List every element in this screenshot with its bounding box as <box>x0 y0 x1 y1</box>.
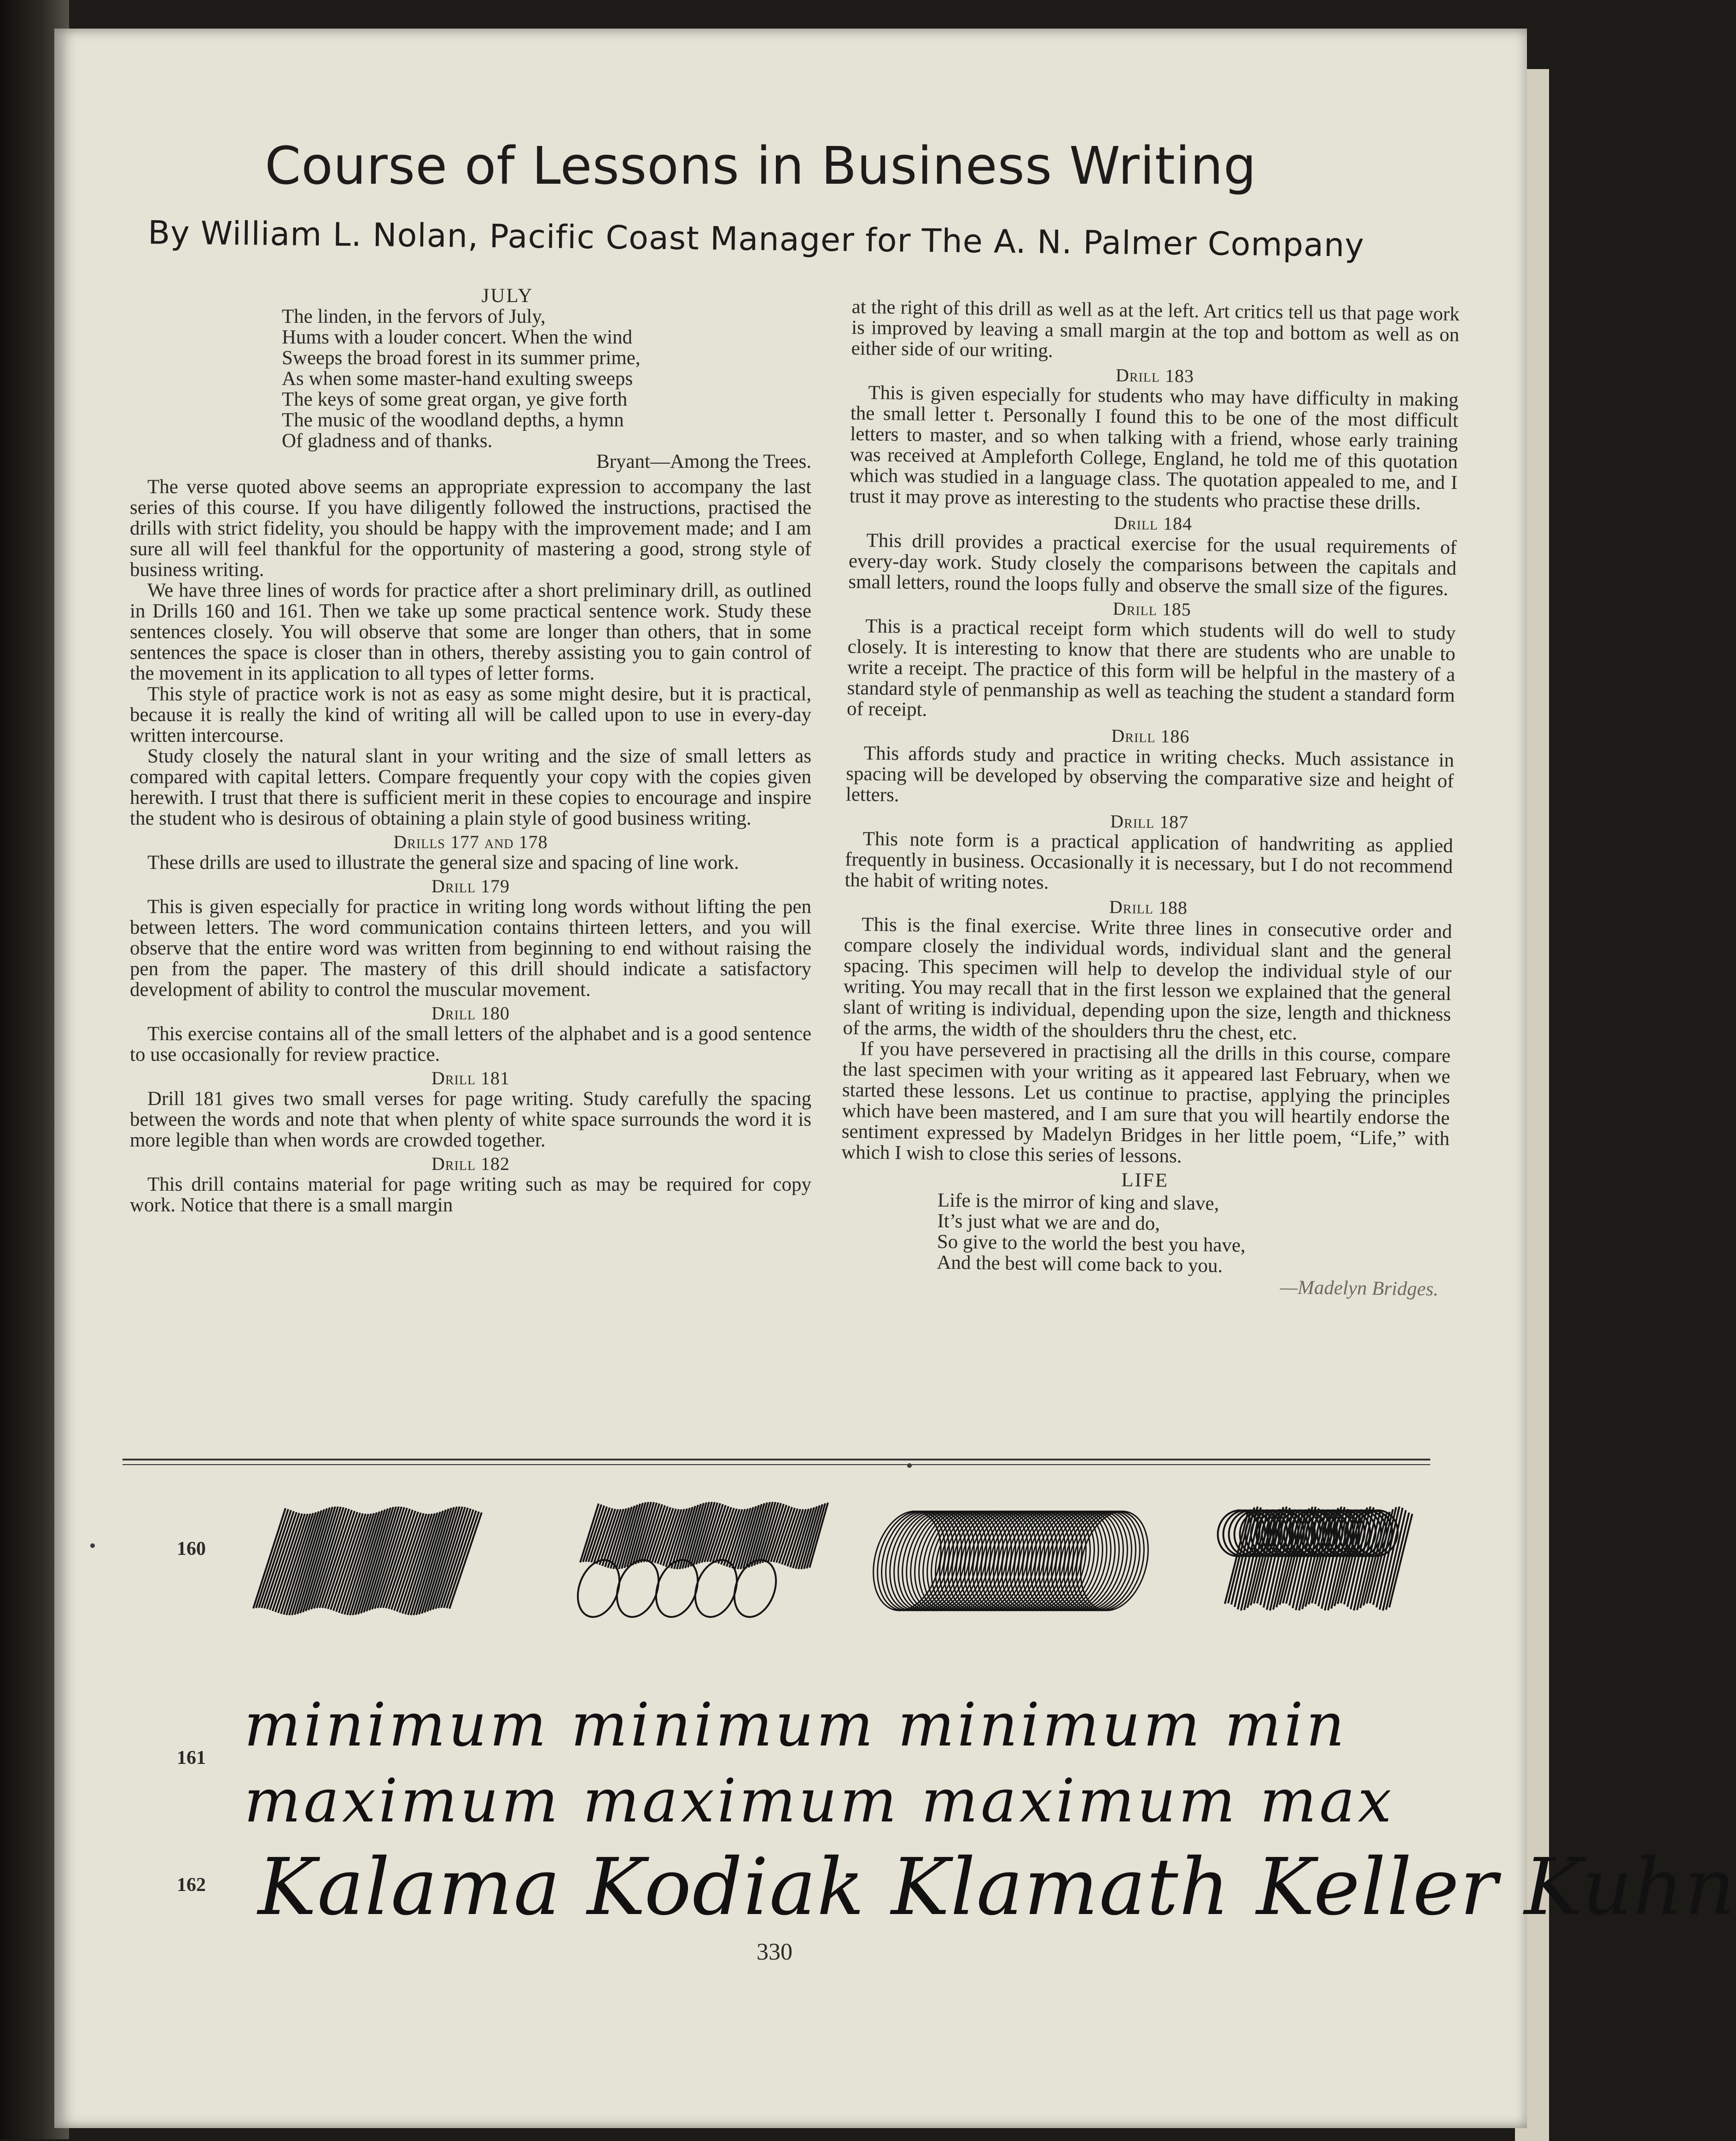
body-paragraph: This note form is a practical application of handwriting as applied frequently in business. Occasionally it is necessary, but I do not recommend the habit of writing notes. <box>845 828 1453 894</box>
july-poem <box>130 285 811 472</box>
article-title: Course of Lessons in Business Writing <box>265 136 1257 196</box>
right-column-body <box>841 297 1460 1170</box>
drill-heading: Drill 188 <box>1109 896 1188 919</box>
drill-162-names-line: Kalama Kodiak Klamath Keller Kuhn <box>258 1842 1736 1933</box>
body-paragraph: This drill provides a practical exercise for the usual requirements of every-day work. Study closely the comparisons between the capitals and small letters, round the loops fully and observe the small size of the figures. <box>848 529 1457 600</box>
body-paragraph: The verse quoted above seems an appropriate expression to accompany the last series of this course. If you have diligently followed the instructions, practised the drills with strict fidelity, you should be happy with the improvement made; and I am sure all will feel thankful for the opportunity of mastering a good, strong style of business writing. <box>130 476 811 581</box>
body-paragraph: This affords study and practice in writing checks. Much assistance in spacing will be developed by observing the comparative size and height of letters. <box>845 742 1455 806</box>
poem-line: Sweeps the broad forest in its summer prime, <box>282 347 641 369</box>
left-column <box>130 285 811 1216</box>
body-paragraph: We have three lines of words for practice after a short preliminary drill, as outlined in Drills 160 and 161. Then we take up some practical sentence work. Study these sentences closely. You will observe that some are longer than others, that in some sentences the space is closer than in others, thereby assisting you to gain control of the movement in its application to all types of letter forms. <box>130 580 811 684</box>
ink-dot <box>907 1463 912 1468</box>
poem-line: As when some master-hand exulting sweeps <box>282 368 633 390</box>
push-pull-oval-drill-specimen <box>571 1502 828 1623</box>
body-paragraph: This is a practical receipt form which students will do well to study closely. It is interesting to know that there are students who are unable to write a receipt. The practice of this form will be helpful in the mastery of a standard style of penmanship as well as teaching the student a standard form of receipt. <box>846 615 1456 721</box>
drill-heading: Drill 179 <box>431 876 510 896</box>
drill-number-160: 160 <box>177 1538 206 1559</box>
drill-number-162: 162 <box>177 1874 206 1896</box>
drill-heading: Drill 184 <box>1113 512 1193 535</box>
life-poem-line: And the best will come back to you. <box>937 1251 1223 1277</box>
article-byline: By William L. Nolan, Pacific Coast Manager for The A. N. Palmer Company <box>147 214 1365 264</box>
right-column <box>840 297 1460 1300</box>
life-poem-line: So give to the world the best you have, <box>937 1231 1246 1257</box>
body-paragraph: This is given especially for students who may have difficulty in making the small letter t. Personally I found this to be one of the most difficult letters to master, and so when talking with a friend, whose early training was received at Ampleforth College, England, he told me of this quotation which was studied in a language class. The quotation appealed to me, and I trust it may prove as interesting to the students who practise these drills. <box>849 382 1459 514</box>
body-paragraph: This style of practice work is not as easy as some might desire, but it is practical, because it is really the kind of writing all will be called upon to use in every-day written intercourse. <box>130 683 811 746</box>
page-number: 330 <box>757 1939 792 1965</box>
poem-heading: JULY <box>481 285 534 307</box>
poem-attribution: Bryant—Among the Trees. <box>596 451 811 472</box>
body-paragraph: If you have persevered in practising all the drills in this course, compare the last specimen with your writing as it appeared last February, when we started these lessons. Let us continue to practise, applying the principles which have been mastered, and I am sure that you will heartily endorse the sentiment expressed by Madelyn Bridges in her little poem, “Life,” with which I wish to close this series of lessons. <box>841 1038 1451 1167</box>
drill-number-161: 161 <box>177 1747 206 1769</box>
drill-heading: Drill 182 <box>431 1153 510 1174</box>
drill-heading: Drill 183 <box>1115 365 1194 387</box>
drill-heading: Drill 186 <box>1111 725 1190 747</box>
poem-line: The music of the woodland depths, a hymn <box>282 409 624 431</box>
life-poem-heading: LIFE <box>1121 1169 1169 1192</box>
body-paragraph: Study closely the natural slant in your writing and the size of small letters as compared with capital letters. Compare frequently your copy with the copies given herewith. I trust that there is sufficient merit in these copies to encourage and inspire the student who is desirous of obtaining a plain style of good business writing. <box>130 745 811 829</box>
drill-heading: Drill 185 <box>1113 598 1192 620</box>
body-paragraph: This drill contains material for page writing such as may be required for copy work. Notice that there is a small margin <box>130 1174 811 1216</box>
body-paragraph: at the right of this drill as well as at the left. Art critics tell us that page work is improved by leaving a small margin at the top and bottom as well as on either side of our writing. <box>851 296 1460 362</box>
oval-drill-specimen <box>863 1504 1159 1618</box>
body-paragraph: These drills are used to illustrate the general size and spacing of line work. <box>147 852 739 873</box>
divider-rule <box>122 1459 1430 1460</box>
poem-line: The linden, in the fervors of July, <box>282 306 546 327</box>
body-paragraph: Drill 181 gives two small verses for page writing. Study carefully the spacing between the words and note that when plenty of white space surrounds the word it is more legible than when words are crowded together. <box>130 1088 811 1151</box>
drill-heading: Drills 177 and 178 <box>393 832 548 852</box>
drill-160-specimens <box>249 1496 1427 1630</box>
ink-dot <box>90 1543 95 1548</box>
body-paragraph: This exercise contains all of the small letters of the alphabet and is a good sentence to use occasionally for review practice. <box>130 1023 811 1065</box>
drill-heading: Drill 180 <box>431 1003 510 1024</box>
poem-line: Hums with a louder concert. When the wind <box>282 326 633 348</box>
combined-drill-specimen <box>1213 1506 1412 1611</box>
body-paragraph: This is the final exercise. Write three lines in consecutive order and compare closely the individual words, individual slant and the general spacing. This specimen will help to develop the individual style of our writing. You may recall that in the first lesson we explained that the general slant of writing is individual, depending upon the size, length and thickness of the arms, the width of the shoulders thru the chest, etc. <box>843 913 1452 1044</box>
left-column-body <box>130 477 811 1216</box>
push-pull-drill-specimen <box>253 1507 482 1615</box>
life-poem-line: Life is the mirror of king and slave, <box>937 1189 1219 1215</box>
divider-rule <box>122 1464 1430 1465</box>
drill-161-minimum-line: minimum minimum minimum min <box>244 1690 1347 1760</box>
life-poem <box>840 1166 1449 1300</box>
poem-line: Of gladness and of thanks. <box>282 430 493 452</box>
drill-heading: Drill 181 <box>431 1068 510 1088</box>
life-poem-attribution: —Madelyn Bridges. <box>1280 1276 1439 1300</box>
life-poem-line: It’s just what we are and do, <box>937 1210 1160 1235</box>
drill-heading: Drill 187 <box>1110 810 1189 833</box>
drill-161-maximum-line: maximum maximum maximum max <box>244 1766 1394 1836</box>
poem-line: The keys of some great organ, ye give forth <box>282 389 628 410</box>
body-paragraph: This is given especially for practice in writing long words without lifting the pen between letters. The word communication contains thirteen letters, and you will observe that the entire word was written from beginning to end without raising the pen from the paper. The mastery of this drill should indicate a satisfactory development of ability to control the muscular movement. <box>130 896 811 1001</box>
